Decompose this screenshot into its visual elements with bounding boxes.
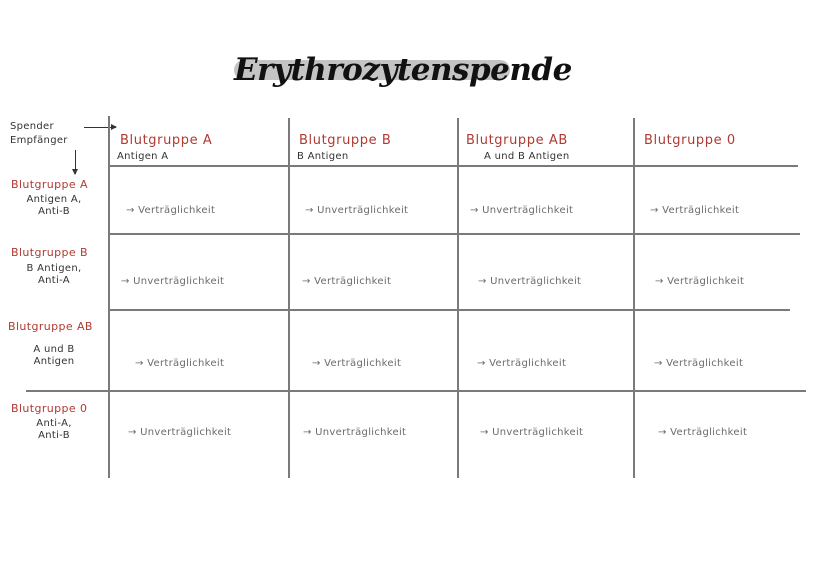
row-header: Blutgruppe A (11, 178, 88, 191)
row-subheader: B Antigen, Anti-A (26, 263, 82, 286)
column-header: Blutgruppe A (120, 133, 213, 148)
grid-hline (108, 233, 800, 235)
page-title: Erythrozytenspende (234, 52, 572, 88)
column-header: Blutgruppe AB (466, 133, 568, 148)
table-cell: → Verträglichkeit (658, 427, 748, 438)
table-cell: → Verträglichkeit (655, 276, 745, 287)
column-header: Blutgruppe B (299, 133, 392, 148)
table-cell: → Unverträglichkeit (470, 205, 574, 216)
grid-vline (288, 118, 290, 478)
grid-hline (108, 165, 798, 167)
table-cell: → Unverträglichkeit (478, 276, 582, 287)
grid-vline (108, 116, 110, 478)
title-block (234, 48, 572, 92)
table-cell: → Unverträglichkeit (303, 427, 407, 438)
table-cell: → Unverträglichkeit (121, 276, 225, 287)
table-cell: → Verträglichkeit (312, 358, 402, 369)
table-cell: → Unverträglichkeit (480, 427, 584, 438)
row-subheader: Anti-A, Anti-B (36, 418, 72, 441)
table-cell: → Verträglichkeit (654, 358, 744, 369)
table-cell: → Verträglichkeit (477, 358, 567, 369)
column-subheader: A und B Antigen (484, 151, 570, 162)
grid-vline (457, 118, 459, 478)
grid-hline (108, 309, 790, 311)
table-cell: → Unverträglichkeit (305, 205, 409, 216)
table-cell: → Verträglichkeit (126, 205, 216, 216)
table-cell: → Verträglichkeit (650, 205, 740, 216)
column-header: Blutgruppe 0 (644, 133, 736, 148)
corner-label-spender: Spender (10, 121, 54, 132)
arrow-right-icon (84, 127, 116, 128)
arrow-down-icon (75, 150, 76, 174)
table-cell: → Unverträglichkeit (128, 427, 232, 438)
row-header: Blutgruppe 0 (11, 402, 88, 415)
grid-vline (633, 118, 635, 478)
row-header: Blutgruppe AB (8, 320, 93, 333)
table-cell: → Verträglichkeit (302, 276, 392, 287)
column-subheader: Antigen A (117, 151, 169, 162)
corner-label-empfaenger: Empfänger (10, 135, 68, 146)
row-header: Blutgruppe B (11, 246, 88, 259)
row-subheader: A und B Antigen (33, 344, 75, 367)
row-subheader: Antigen A, Anti-B (26, 194, 82, 217)
grid-hline (26, 390, 806, 392)
column-subheader: B Antigen (297, 151, 349, 162)
table-cell: → Verträglichkeit (135, 358, 225, 369)
